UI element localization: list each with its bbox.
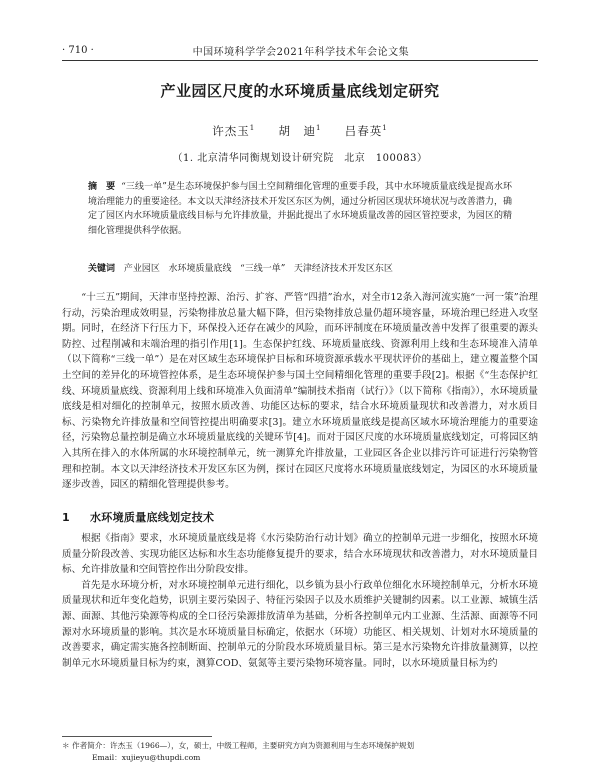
paper-title: 产业园区尺度的水环境质量底线划定研究 [160,82,440,100]
keywords-label: 关键词 [88,264,116,274]
author-mark: 1 [382,124,388,133]
keywords [88,262,512,276]
page-number: · 710 · [62,44,94,56]
keyword: 产业园区 [123,264,160,274]
body-paragraph: 根据《指南》要求，水环境质量底线是将《水污染防治行动计划》确立的控制单元进一步细化，按照水环境质量分阶段改善、实现功能区达标和水生态功能修复提升的要求，结合水环境现状和改善潜力，对水环境质量目标、允许排放量和空间管控作出分阶段安排。 [62,533,538,576]
keyword: “三线一单” [240,264,286,274]
footnote [62,740,538,764]
section-number: 1 [62,511,70,524]
body-paragraph: 首先是水环境分析，对水环境控制单元进行细化，以乡镇为县小行政单位细化水环境控制单元，分析水环境质量现状和近年变化趋势，识别主要污染因子、特征污染因子以及水质维护关键制约因素。以工业源、城镇生活源、面源、其他污染源等构成的全口径污染源排放清单为基础，分析各控制单元内工业源、生活源、面源等不同源对水环境质量的影响。其次是水环境质量目标确定，依据水（环境）功能区、相关规划、计划对水环境质量的改善要求，确定需实施各控制断面、控制单元的分阶段水环境质量目标。第三是水污染物允许排放量测算，以控制单元水环境质量目标为约束，测算COD、氨氮等主要污染物环境容量。同时，以水环境质量目标为约 [62,579,538,669]
abstract [88,180,512,238]
affiliation: （1. 北京清华同衡规划设计研究院 北京 100083） [172,153,428,164]
author-mark: 1 [249,124,256,133]
abstract-label: 摘 要 [88,182,116,192]
author-name: 胡 迪 [278,124,317,138]
intro-paragraph: “十三五”期间，天津市坚持控源、治污、扩容、严管“四措”治水，对全市12条入海河流实施“一河一策”治理行动，污染治理成效明显，污染物排放总量大幅下降，但污染物排放总量仍超环境容量，环境治理已经进入攻坚期。同时，在经济下行压力下，环保投入还存在减少的风险，而环评制度在环境质量改善中发挥了很重要的源头防控、过程削减和末端治理的指引作用[1]。生态保护红线、环境质量底线、资源利用上线和生态环境准入清单（以下简称“三线一单”）是在对区域生态环境保护目标和环境资源承载水平现状评价的基础上，建立覆盖整个国土空间的差异化的环境管控体系，是生态环境保护参与国土空间精细化管理的重要手段[2]。根据《“生态保护红线、环境质量底线、资源利用上线和环境准入负面清单”编制技术指南（试行）》（以下简称《指南》），水环境质量底线是相对细化的控制单元，按照水质改善、功能区达标的要求，结合水环境质量现状和改善潜力，对水质目标、污染物允许排放量和空间管控提出明确要求[3]。建立水环境质量底线是提高区域水环境治理能力的重要途径，污染物总量控制是确立水环境质量底线的关键环节[4]。而对于园区尺度的水环境质量底线划定，可将园区纳入其所在排入的水体所属的水环境控制单元，统一测算允许排放量，工业园区各企业以排污许可证进行污染物管理和控制。本文以天津经济技术开发区东区为例，探讨在园区尺度将水环境质量底线划定，为园区的水环境质量逐步改善，园区的精细化管理提供参考。 [62,292,538,491]
intro-section [62,290,538,493]
footnote-rule [62,736,212,737]
author-note: ＊ 作者简介：许杰玉（1966—），女，硕士，中级工程师，主要研究方向为资源利用与生态环境保护规划 [62,741,415,750]
section-title: 水环境质量底线划定技术 [90,511,215,524]
running-header [62,42,538,58]
keyword: 水环境质量底线 [168,264,232,274]
author-line [62,123,538,139]
running-title: 中国环境科学学会2021年科学技术年会论文集 [192,46,410,58]
email-line: Email：xujieyu@thupdi.com [92,753,201,762]
abstract-text: “三线一单”是生态环境保护参与国土空间精细化管理的重要手段，其中水环境质量底线是提高水环境治理能力的重要途径。本文以天津经济技术开发区东区为例，通过分析园区现状环境状况与改善潜力，确定了园区内水环境质量底线目标与允许排放量，并据此提出了水环境质量改善的园区管控要求，为园区的精细化管理提供科学依据。 [88,182,512,236]
keyword: 天津经济技术开发区东区 [293,264,393,274]
section-heading [62,509,538,525]
section-body [62,531,538,671]
author-name: 吕春英 [344,124,383,138]
author-mark: 1 [316,124,322,133]
header-rule [62,60,538,61]
author-name: 许杰玉 [212,124,250,138]
